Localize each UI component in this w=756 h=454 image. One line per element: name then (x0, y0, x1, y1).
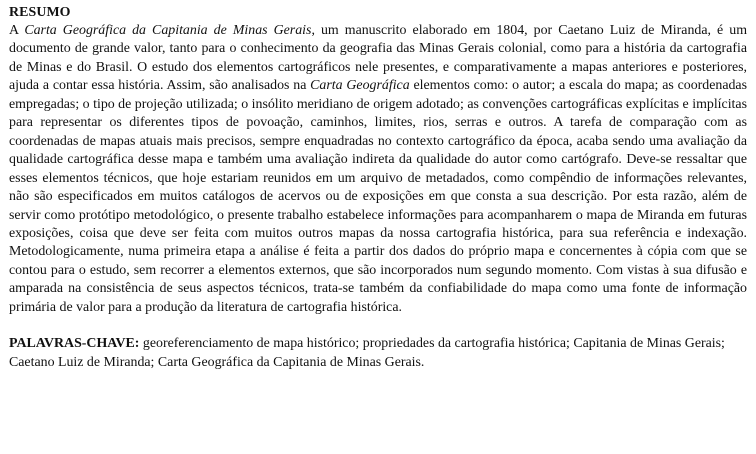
abstract-text-segment: elementos como: o autor; a escala do mapa; as coordenadas empregadas; o tipo de projeção utilizada; o insólito meridiano de origem adotado; as convenções cartográficas explícitas e implícitas para representar os diferentes tipos de povoação, caminhos, limites, rios, serras e outros. A tarefa de comparação com as coordenadas de mapas atuais mais precisos, sempre enquadradas no contexto cartográfico da época, acaba sendo uma avaliação da qualidade cartográfica desse mapa e também uma avaliação indireta da qualidade do autor como cartógrafo. Deve-se ressaltar que esses elementos técnicos, que hoje estariam reunidos em um arquivo de metadados, como compêndio de informações relevantes, não são especificados em muitos catálogos de acervos ou de exposições em que consta a sua descrição. Por esta razão, além de servir como protótipo metodológico, o presente trabalho estabelece informações para acompanharem o mapa de Miranda em futuras exposições, coisa que deve ser feita com muitos outros mapas da nossa cartografia histórica, para sua referência e indexação. Metodologicamente, numa primeira etapa a análise é feita a partir dos dados do próprio mapa e concernentes à cópia com que se contou para o estudo, sem recorrer a elementos externos, que são incorporados num segundo momento. Com vistas à sua difusão e amparada na consistência de seus aspectos técnicos, trata-se também da confiabilidade do mapa como uma fonte de informação primária de valor para a produção da literatura de cartografia histórica. (9, 78, 747, 315)
abstract-heading: RESUMO (9, 5, 71, 20)
abstract-text-segment: , um manuscrito elaborado em 1804, por Caetano Luiz de Miranda, é um documento de grande valor, tanto para o conhecimento da geografia das Minas Gerais colonial, como para a história da cartografia de Minas e do Brasil. O estudo dos elementos cartográficos nele presentes, e comparativamente a mapas anteriores e posteriores, ajuda a contar essa história. Assim, são analisados na (9, 23, 748, 94)
abstract-text-segment: A (9, 23, 25, 38)
keywords-paragraph (9, 335, 747, 372)
abstract-body (9, 22, 747, 317)
map-title-short-italic: Carta Geográfica (310, 78, 410, 94)
keywords-text: georeferenciamento de mapa histórico; propriedades da cartografia histórica; Capitania de Minas Gerais; Caetano Luiz de Miranda; Carta Geográfica da Capitania de Minas Gerais. (9, 336, 725, 370)
abstract-document (9, 4, 747, 372)
map-title-italic: Carta Geográfica da Capitania de Minas Gerais (24, 23, 312, 38)
keywords-label: PALAVRAS-CHAVE: (9, 336, 140, 352)
